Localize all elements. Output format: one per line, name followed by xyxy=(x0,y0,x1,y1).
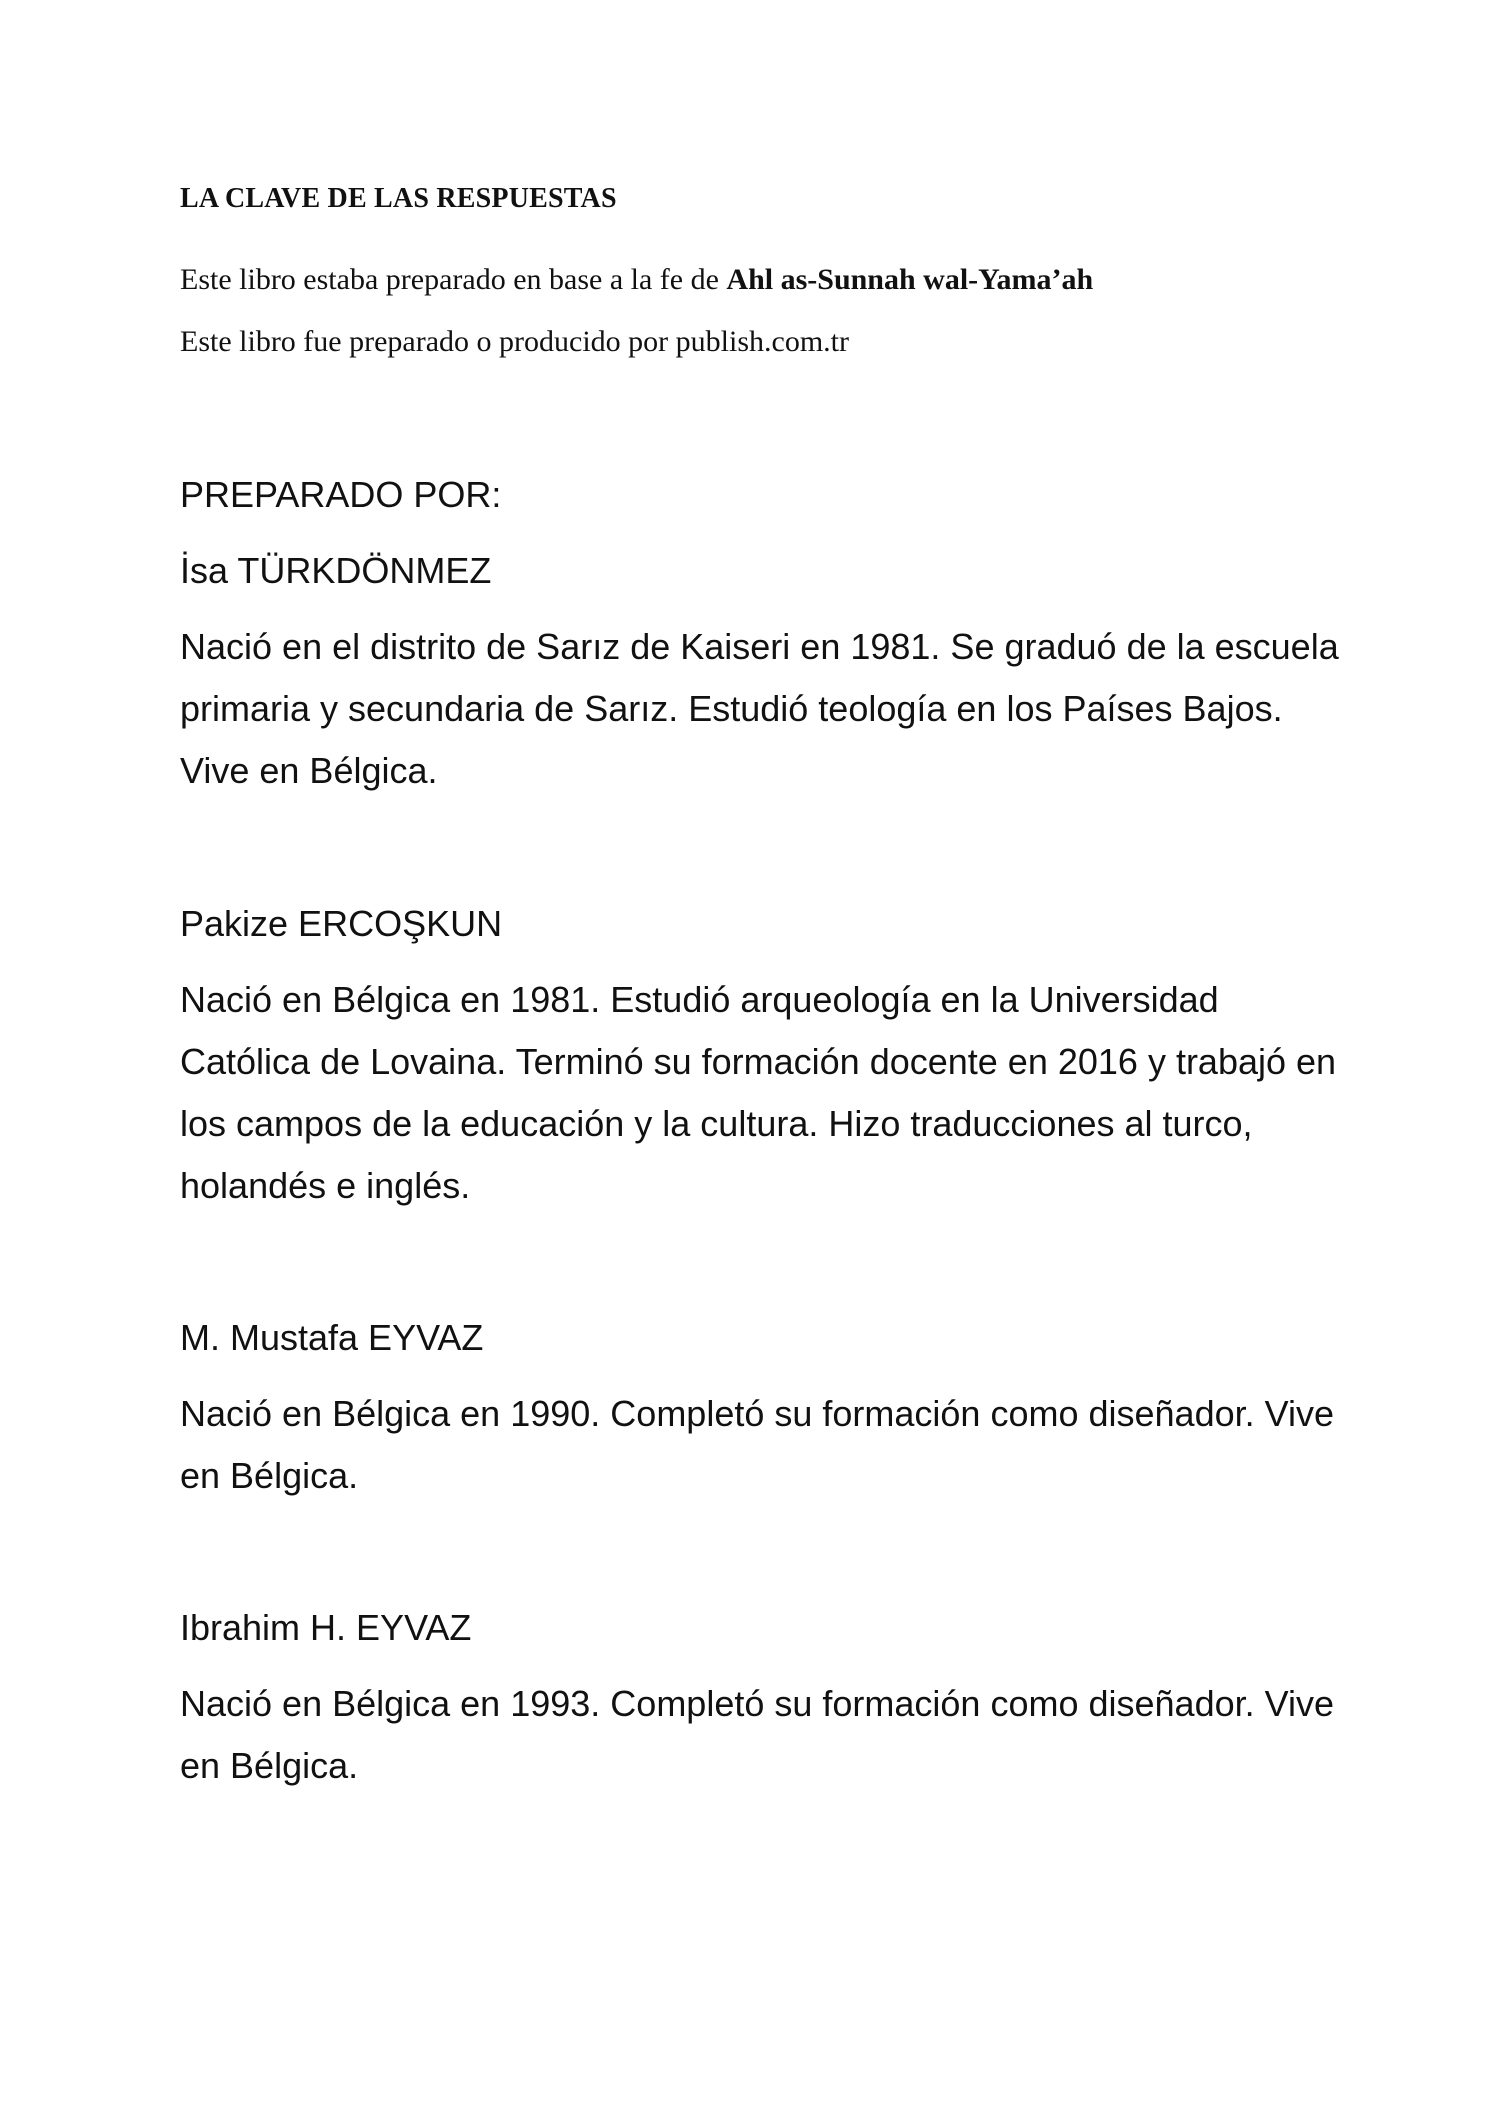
author-bio-line: los campos de la educación y la cultura. Hizo traducciones al turco, xyxy=(180,1103,1253,1144)
book-title: LA CLAVE DE LAS RESPUESTAS xyxy=(180,183,617,214)
author-bio-line: Nació en el distrito de Sarız de Kaiseri en 1981. Se graduó de la escuela xyxy=(180,626,1339,667)
author-bio-line: holandés e inglés. xyxy=(180,1165,471,1206)
author-name: Pakize ERCOŞKUN xyxy=(180,903,503,944)
author-bio-line: Nació en Bélgica en 1993. Completó su formación como diseñador. Vive xyxy=(180,1683,1335,1724)
author-bio-line: en Bélgica. xyxy=(180,1745,359,1786)
author-bio-line: Católica de Lovaina. Terminó su formación docente en 2016 y trabajó en xyxy=(180,1041,1337,1082)
author-bio-line: Vive en Bélgica. xyxy=(180,750,438,791)
prepared-by-heading: PREPARADO POR: xyxy=(180,474,502,515)
author-bio-line: primaria y secundaria de Sarız. Estudió teología en los Países Bajos. xyxy=(180,688,1283,729)
author-bio-line: Nació en Bélgica en 1990. Completó su formación como diseñador. Vive xyxy=(180,1393,1335,1434)
author-name: M. Mustafa EYVAZ xyxy=(180,1317,484,1358)
author-name: Ibrahim H. EYVAZ xyxy=(180,1607,472,1648)
faith-name: Ahl as-Sunnah wal-Yama’ah xyxy=(726,263,1094,296)
faith-statement xyxy=(180,263,1093,297)
author-bio-line: en Bélgica. xyxy=(180,1455,359,1496)
publisher-statement: Este libro fue preparado o producido por publish.com.tr xyxy=(180,325,849,358)
author-name: İsa TÜRKDÖNMEZ xyxy=(180,550,492,591)
author-bio-line: Nació en Bélgica en 1981. Estudió arqueología en la Universidad xyxy=(180,979,1219,1020)
faith-statement-text: Este libro estaba preparado en base a la fe de xyxy=(180,263,727,296)
